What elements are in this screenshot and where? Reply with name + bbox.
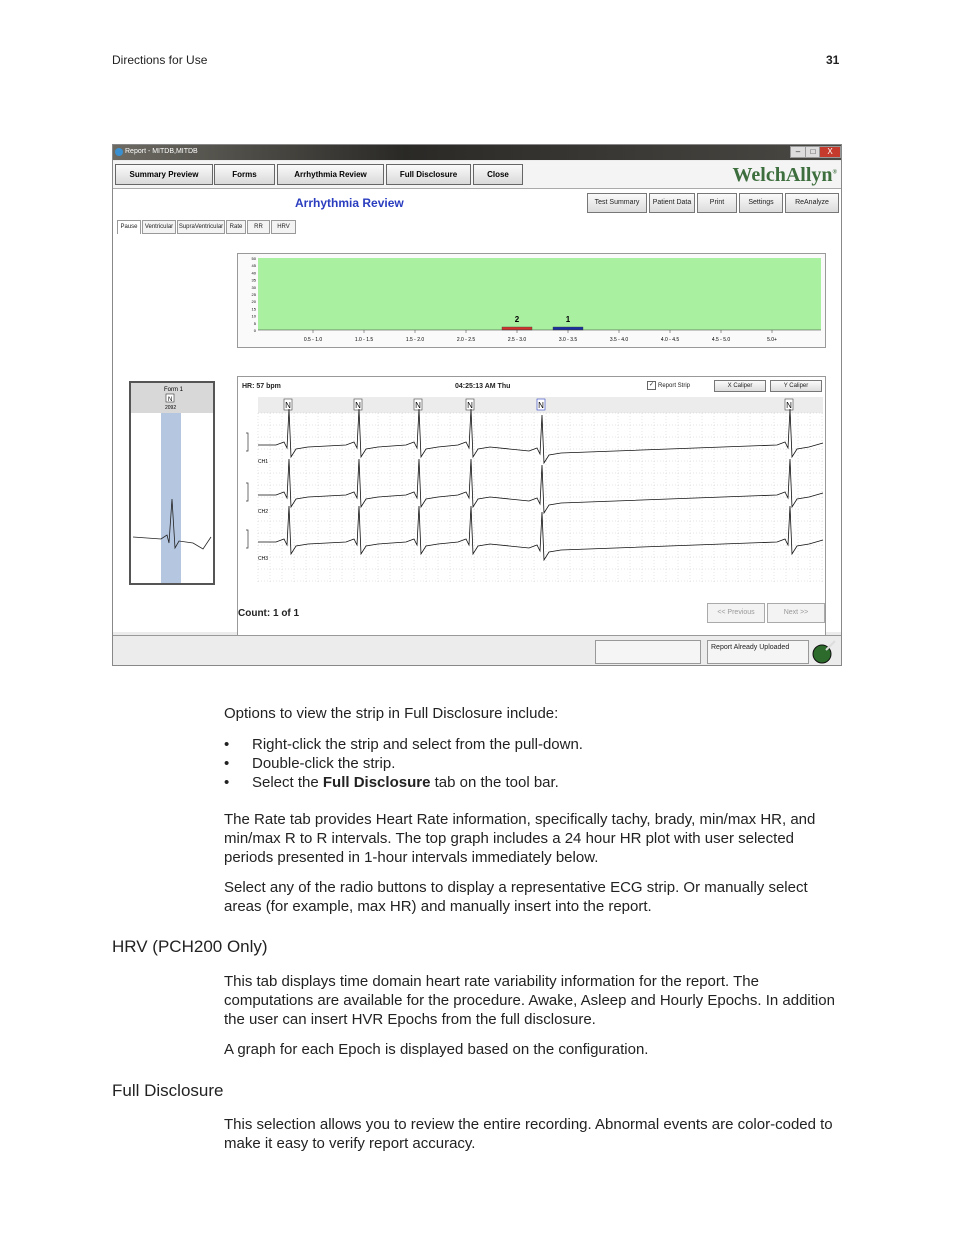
- histogram-bar[interactable]: [553, 327, 583, 330]
- histogram-bar-label: 1: [565, 315, 571, 324]
- hrv-paragraph-2: A graph for each Epoch is displayed based on the configuration.: [224, 1041, 649, 1058]
- histogram-x-tick: 4.5 - 5.0: [711, 337, 731, 343]
- status-text: Report Already Uploaded: [711, 644, 790, 651]
- x-caliper-button[interactable]: X Caliper: [714, 380, 766, 392]
- main-toolbar: [113, 161, 841, 189]
- histogram-y-tick: 15: [251, 306, 256, 312]
- histogram-y-tick: 20: [251, 299, 256, 305]
- reanalyze-button[interactable]: ReAnalyze: [785, 193, 839, 213]
- close-window-button[interactable]: X: [819, 146, 841, 158]
- tab-pause[interactable]: Pause: [117, 220, 141, 234]
- arrhythmia-review-button[interactable]: Arrhythmia Review: [277, 164, 384, 185]
- print-button[interactable]: Print: [697, 193, 737, 213]
- histogram-x-tick: 3.0 - 3.5: [558, 337, 578, 343]
- intro-paragraph: Options to view the strip in Full Disclosure include:: [224, 705, 559, 722]
- histogram-y-tick: 10: [251, 313, 256, 319]
- histogram-x-tick: 1.5 - 2.0: [405, 337, 425, 343]
- report-strip-label: Report Strip: [658, 383, 691, 390]
- histogram-y-tick: 30: [251, 284, 256, 290]
- previous-button[interactable]: << Previous: [707, 603, 765, 623]
- full-disclosure-paragraph: This selection allows you to review the entire recording. Abnormal events are color-coded to make it easy to verify report accuracy.: [224, 1116, 833, 1152]
- tab-rate[interactable]: Rate: [226, 220, 246, 234]
- report-strip-checkbox[interactable]: [647, 381, 690, 390]
- histogram-bar-label: 2: [514, 315, 520, 324]
- pause-histogram: [237, 253, 826, 348]
- app-globe-icon: [115, 148, 123, 156]
- full-disclosure-heading: Full Disclosure: [112, 1081, 224, 1100]
- report-window-screenshot: [112, 144, 842, 666]
- histogram-y-tick: 50: [251, 256, 256, 261]
- beat-label: N: [467, 401, 473, 410]
- histogram-x-tick: 2.0 - 2.5: [456, 337, 476, 343]
- patient-data-button[interactable]: Patient Data: [649, 193, 695, 213]
- heart-rate-readout: HR: 57 bpm: [242, 383, 281, 390]
- tab-ventricular[interactable]: Ventricular: [142, 220, 176, 234]
- event-count: Count: 1 of 1: [238, 608, 300, 619]
- page-number: 31: [826, 53, 840, 67]
- histogram-x-tick: 2.5 - 3.0: [507, 337, 527, 343]
- beat-label: N: [538, 401, 544, 410]
- thumbnail-number: 2092: [165, 405, 177, 411]
- test-summary-button[interactable]: Test Summary: [587, 193, 647, 213]
- status-message: [707, 640, 809, 664]
- window-titlebar: [113, 145, 841, 160]
- ecg-trace: [258, 409, 823, 463]
- histogram-x-tick: 3.5 - 4.0: [609, 337, 629, 343]
- upload-status-icon: [811, 640, 837, 664]
- forms-button[interactable]: Forms: [214, 164, 275, 185]
- summary-preview-button[interactable]: Summary Preview: [115, 164, 213, 185]
- window-title: Report - MITDB,MITDB: [125, 148, 198, 155]
- beat-label: N: [355, 401, 361, 410]
- channel-label: CH3: [258, 556, 269, 562]
- ecg-strip[interactable]: [237, 376, 826, 637]
- ecg-trace: [258, 459, 823, 513]
- histogram-bar[interactable]: [502, 327, 532, 330]
- histogram-x-tick: 1.0 - 1.5: [354, 337, 374, 343]
- full-disclosure-button[interactable]: Full Disclosure: [386, 164, 471, 185]
- beat-template-thumbnail[interactable]: [129, 381, 215, 585]
- close-button[interactable]: Close: [473, 164, 523, 185]
- beat-label: N: [285, 401, 291, 410]
- maximize-button[interactable]: □: [805, 146, 821, 158]
- minimize-button[interactable]: –: [790, 146, 806, 158]
- settings-button[interactable]: Settings: [739, 193, 783, 213]
- check-icon: ✓: [648, 382, 655, 388]
- y-caliper-button[interactable]: Y Caliper: [770, 380, 822, 392]
- thumbnail-svg: [131, 383, 213, 583]
- histogram-x-tick: 4.0 - 4.5: [660, 337, 680, 343]
- thumbnail-form: Form 1: [164, 387, 184, 393]
- calibration-pulse: [246, 530, 248, 548]
- hrv-paragraph-1: This tab displays time domain heart rate variability information for the report. The computations are available for the procedure. Awake, Asleep and Hourly Epochs. In addition the user can insert HVR Epochs from the full disclosure.: [224, 973, 835, 1028]
- channel-label: CH1: [258, 459, 269, 465]
- next-button[interactable]: Next >>: [767, 603, 825, 623]
- arrhythmia-review-panel: [113, 189, 842, 632]
- panel-title: Arrhythmia Review: [295, 196, 404, 210]
- hrv-heading: HRV (PCH200 Only): [112, 937, 268, 956]
- histogram-y-tick: 25: [251, 292, 256, 297]
- thumbnail-beat: N: [168, 397, 173, 403]
- tab-supraventricular[interactable]: SupraVentricular: [177, 220, 225, 234]
- radio-paragraph: Select any of the radio buttons to display a representative ECG strip. Or manually select areas (for example, max HR) and manually insert into the report.: [224, 879, 808, 915]
- welch-allyn-logo: WelchAllyn®: [732, 164, 837, 186]
- histogram-svg: [238, 254, 825, 347]
- beat-label: N: [415, 401, 421, 410]
- beat-label: N: [786, 401, 792, 410]
- histogram-y-tick: 5: [253, 320, 256, 326]
- histogram-y-tick: 45: [251, 263, 256, 269]
- histogram-y-tick: 40: [251, 270, 256, 276]
- ecg-strip-svg: [238, 377, 825, 636]
- tab-rr[interactable]: RR: [247, 220, 270, 234]
- strip-timestamp: 04:25:13 AM Thu: [455, 383, 511, 390]
- status-bar: [113, 635, 842, 666]
- status-progress: [595, 640, 701, 664]
- page-header-left: Directions for Use: [112, 53, 208, 67]
- histogram-y-tick: 0: [253, 328, 256, 333]
- rate-paragraph: The Rate tab provides Heart Rate information, specifically tachy, brady, min/max HR, and min/max R to R intervals. The top graph includes a 24 hour HR plot with user selected periods presented in 1-hour intervals immediately below.: [224, 811, 816, 866]
- histogram-x-tick: 5.0+: [767, 337, 777, 343]
- calibration-pulse: [246, 483, 248, 501]
- histogram-x-tick: 0.5 - 1.0: [303, 337, 323, 343]
- histogram-y-tick: 35: [251, 277, 256, 283]
- histogram-plot-area: [258, 258, 821, 330]
- thumbnail-highlight: [161, 413, 181, 583]
- tab-hrv[interactable]: HRV: [271, 220, 296, 234]
- calibration-pulse: [246, 433, 248, 451]
- channel-label: CH2: [258, 509, 269, 515]
